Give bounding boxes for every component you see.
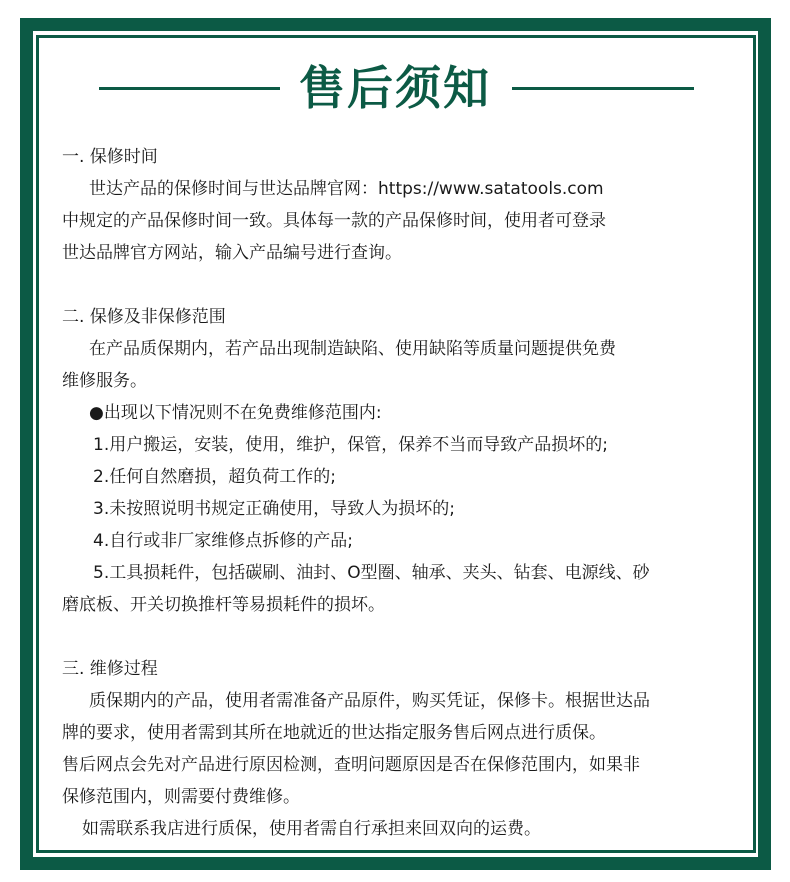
notice-content (62, 141, 722, 845)
paragraph-line: 世达产品的保修时间与世达品牌官网：https://www.satatools.com (89, 179, 604, 199)
paragraph-line: 质保期内的产品，使用者需准备产品原件，购买凭证，保修卡。根据世达品 (89, 691, 650, 711)
paragraph-line: 牌的要求，使用者需到其所在地就近的世达指定服务售后网点进行质保。 (62, 723, 606, 743)
title-left-rule (99, 87, 280, 90)
section-heading-repair-process: 三. 维修过程 (62, 659, 158, 679)
paragraph-line: 在产品质保期内，若产品出现制造缺陷、使用缺陷等质量问题提供免费 (89, 339, 616, 359)
paragraph-line: 世达品牌官方网站，输入产品编号进行查询。 (62, 243, 402, 263)
exclusion-item: 4.自行或非厂家维修点拆修的产品; (93, 531, 353, 551)
exclusion-heading: ●出现以下情况则不在免费维修范围内: (89, 403, 382, 423)
exclusion-item: 1.用户搬运，安装，使用，维护，保管，保养不当而导致产品损坏的; (93, 435, 608, 455)
exclusion-item: 2.任何自然磨损，超负荷工作的; (93, 467, 336, 487)
paragraph-line: 中规定的产品保修时间一致。具体每一款的产品保修时间，使用者可登录 (62, 211, 606, 231)
section-heading-warranty-period: 一. 保修时间 (62, 147, 158, 167)
paragraph-line: 维修服务。 (62, 371, 147, 391)
exclusion-item: 3.未按照说明书规定正确使用，导致人为损坏的; (93, 499, 455, 519)
paragraph-line: 售后网点会先对产品进行原因检测，查明问题原因是否在保修范围内，如果非 (62, 755, 640, 775)
title-row (0, 56, 790, 120)
exclusion-item: 5.工具损耗件，包括碳刷、油封、O型圈、轴承、夹头、钻套、电源线、砂 (93, 563, 650, 583)
title-right-rule (512, 87, 694, 90)
page-title: 售后须知 (299, 61, 491, 115)
exclusion-item-continued: 磨底板、开关切换推杆等易损耗件的损坏。 (62, 595, 385, 615)
section-heading-warranty-scope: 二. 保修及非保修范围 (62, 307, 226, 327)
paragraph-line: 保修范围内，则需要付费维修。 (62, 787, 300, 807)
paragraph-line: 如需联系我店进行质保，使用者需自行承担来回双向的运费。 (82, 819, 541, 839)
